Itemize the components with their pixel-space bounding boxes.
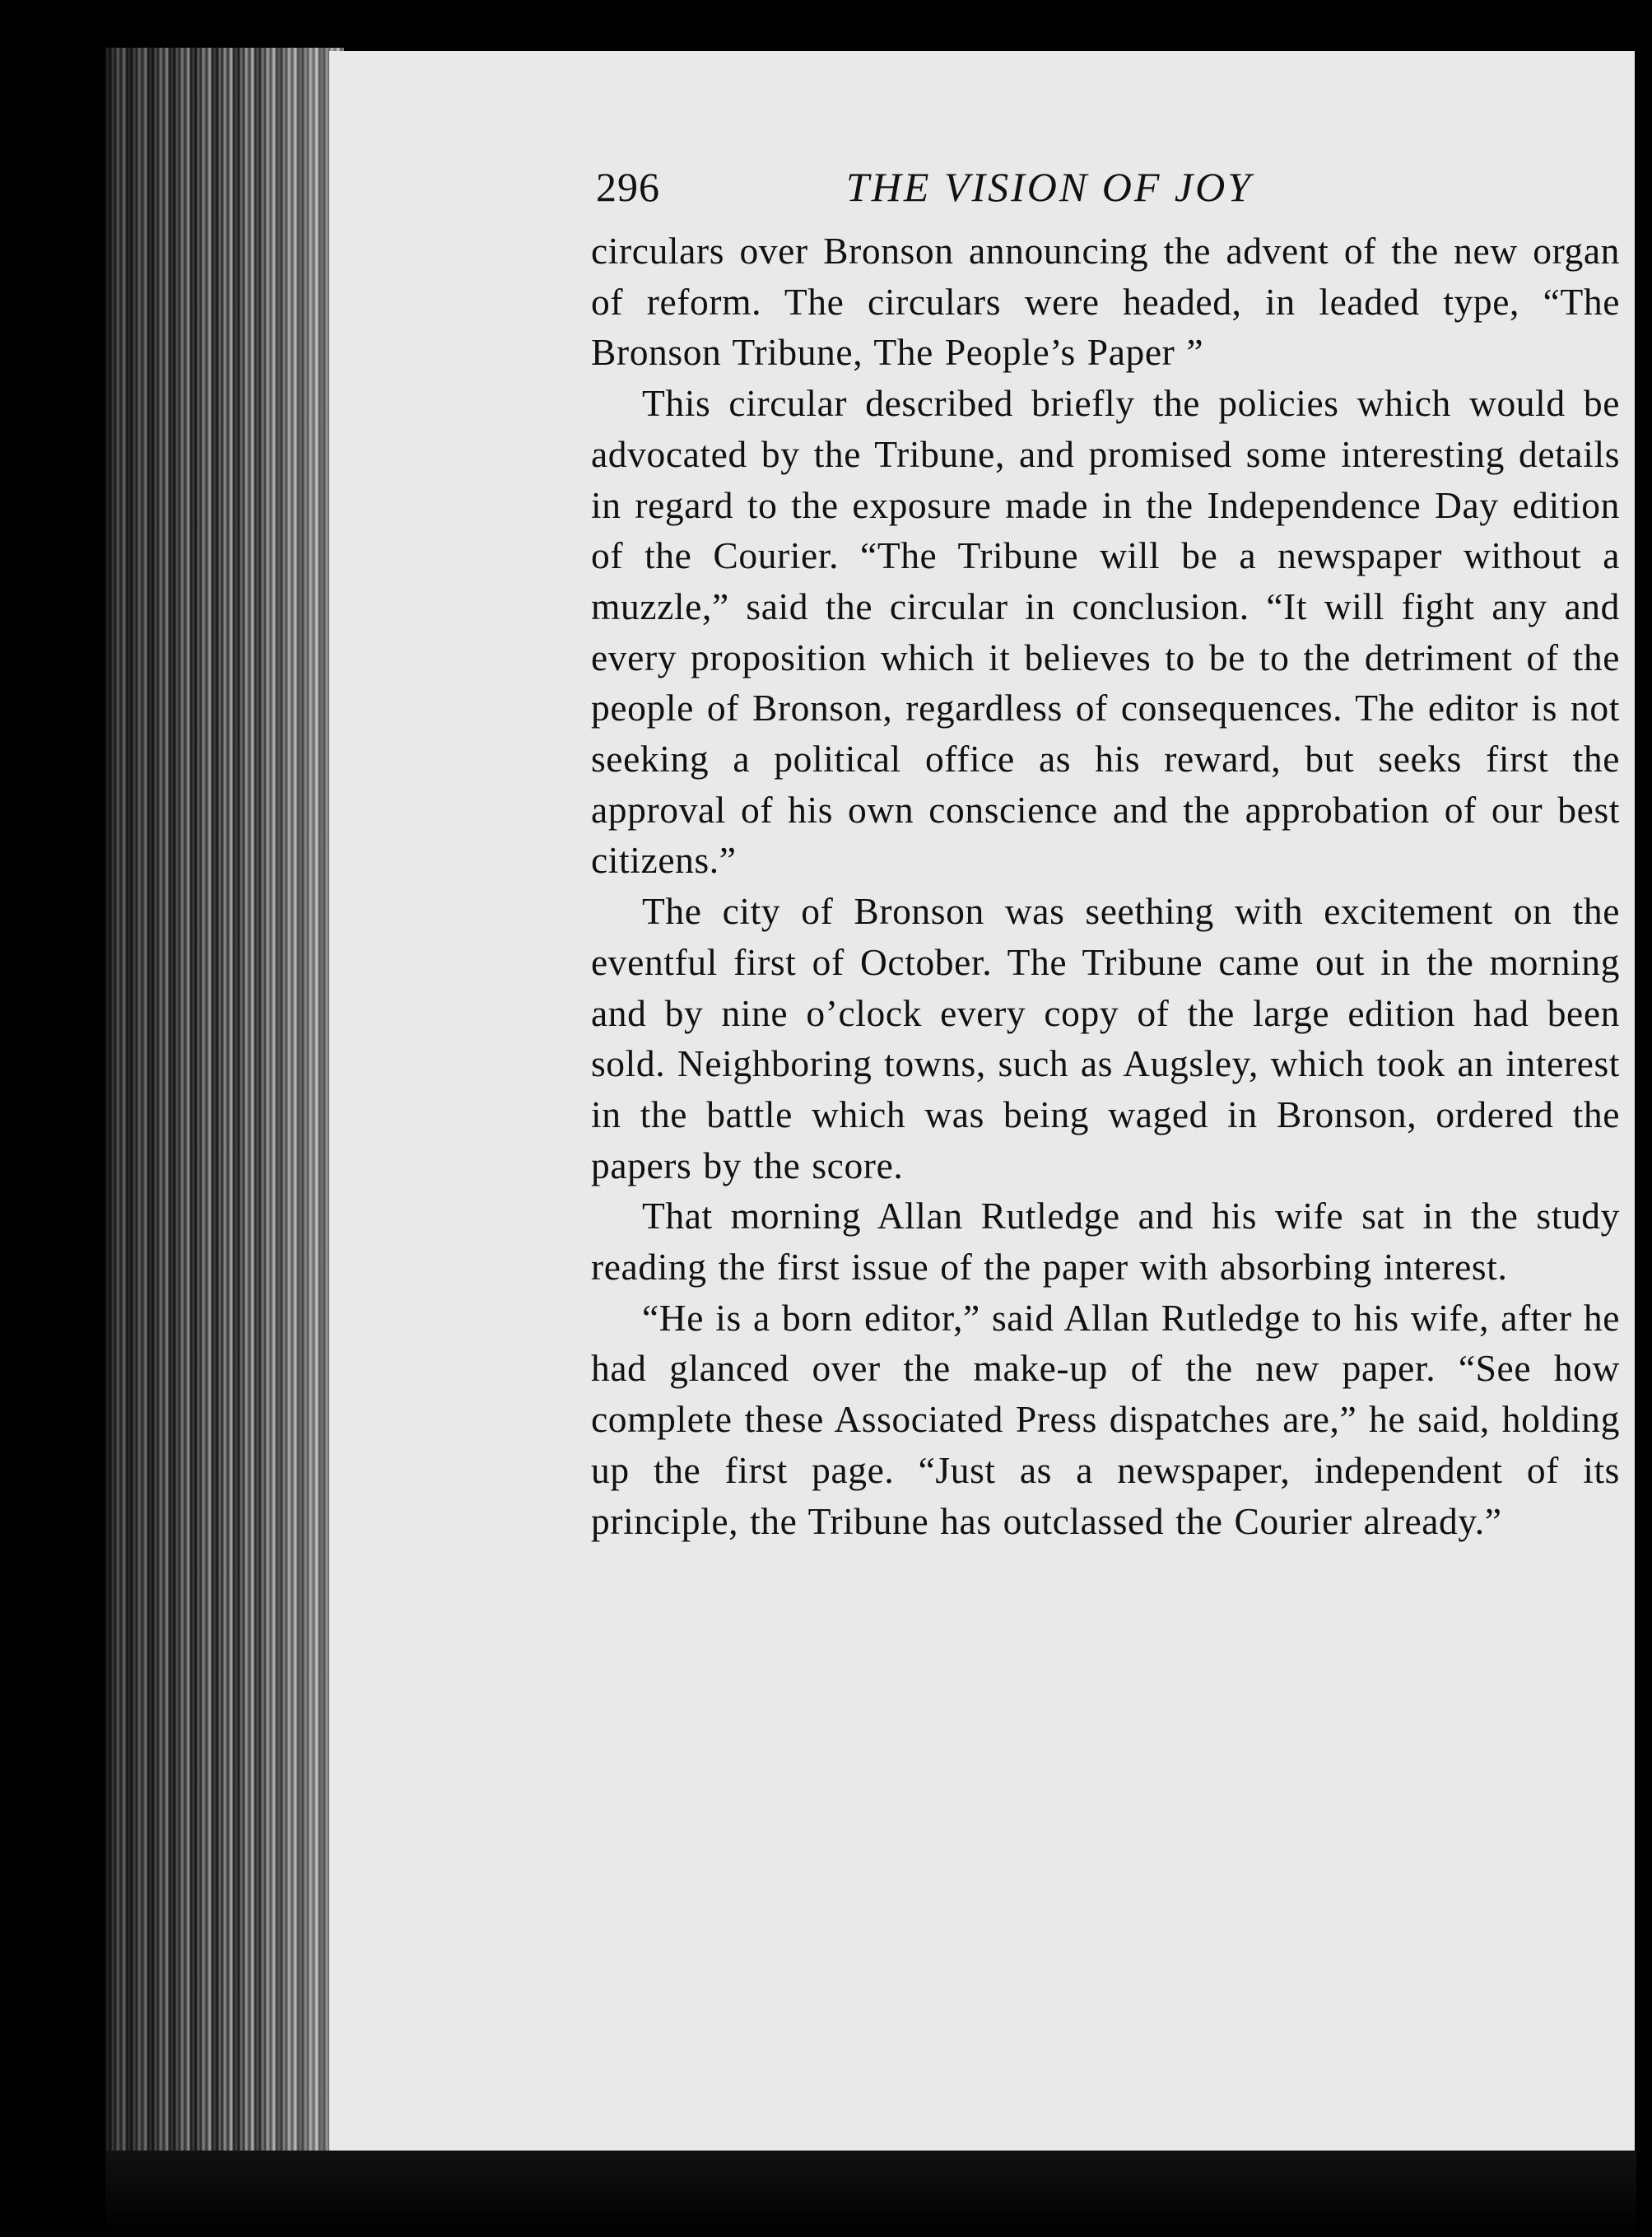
- bottom-shadow: [105, 2151, 1636, 2237]
- page-number: 296: [596, 164, 660, 210]
- paragraph: This circular described briefly the policies which would be advocated by the Tribune, and promised some interesting details in regard to the exposure made in the Independence Day edition of the Courier. “The Tribune will be a newspaper without a muzzle,” said the circular in conclusion. “It will fight any and every proposition which it believes to be to the detriment of the people of Bronson, regardless of consequences. The editor is not seeking a political office as his reward, but seeks first the approval of his own conscience and the approbation of our best citizens.”: [591, 382, 1620, 882]
- paragraph: circulars over Bronson announcing the advent of the new organ of reform. The circulars were headed, in leaded type, “The Bronson Tribune, The People’s Paper ”: [591, 230, 1620, 374]
- paragraph: “He is a born editor,” said Allan Rutledge to his wife, after he had glanced over the make-up of the new paper. “See how complete these Associated Press dispatches are,” he said, holding up the first page. “Just as a newspaper, independent of its principle, the Tribune has outclassed the Courier already.”: [591, 1296, 1620, 1542]
- paragraph: That morning Allan Rutledge and his wife sat in the study reading the first issue of the paper with absorbing interest.: [591, 1195, 1620, 1289]
- running-title: THE VISION OF JOY: [846, 164, 1254, 210]
- running-head: [591, 156, 1620, 217]
- body-text: [591, 226, 1620, 1546]
- page-edge-shading: [105, 48, 344, 2151]
- page-text-block: [591, 156, 1620, 1546]
- paragraph: The city of Bronson was seething with excitement on the eventful first of October. The Tribune came out in the morning and by nine o’clock every copy of the large edition had been sold. Neighboring towns, such as Augsley, which took an interest in the battle which was being waged in Bronson, ordered the papers by the score.: [591, 890, 1620, 1186]
